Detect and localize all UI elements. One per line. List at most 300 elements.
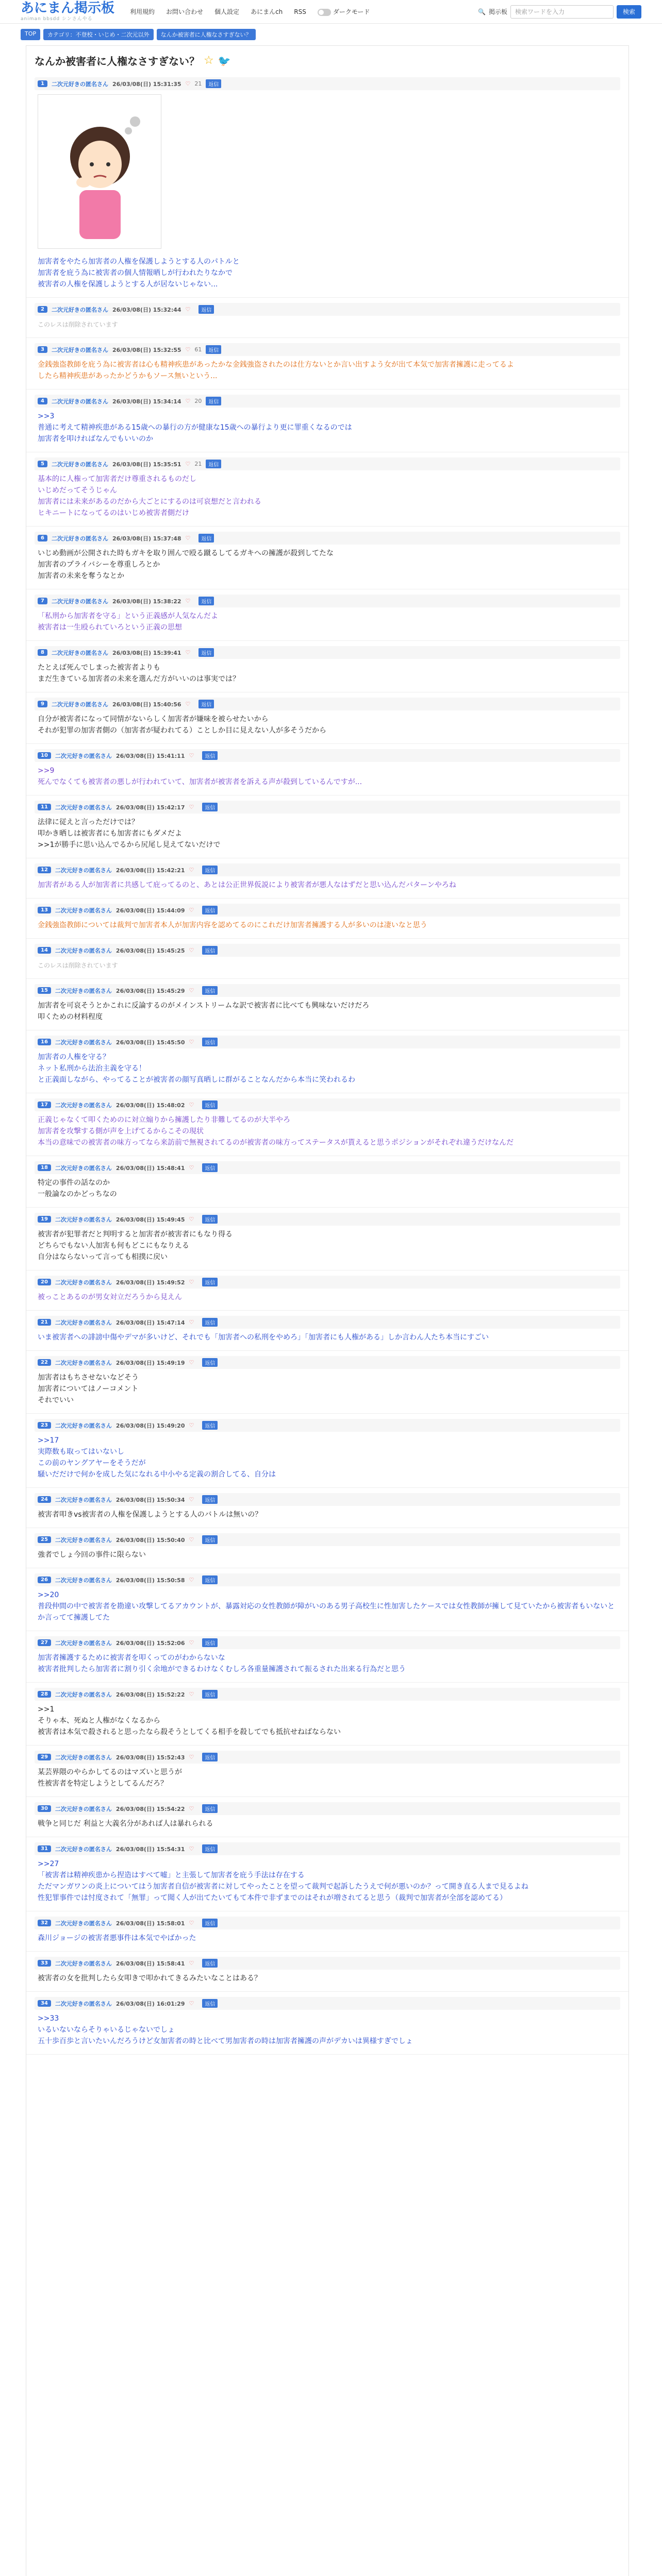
post-date: 26/03/08(日) 15:42:21 — [115, 867, 185, 874]
post-meta — [35, 984, 620, 997]
post-date: 26/03/08(日) 15:50:58 — [115, 1577, 185, 1584]
post-body — [35, 1970, 620, 1985]
post-meta — [35, 801, 620, 814]
heart-icon[interactable]: ♡ — [185, 461, 191, 467]
heart-icon[interactable]: ♡ — [185, 306, 191, 313]
post — [26, 1093, 628, 1156]
breadcrumb-top[interactable]: TOP — [21, 29, 40, 40]
post-meta — [35, 1493, 620, 1506]
like-count: 61 — [194, 346, 202, 353]
post — [26, 527, 628, 589]
post-body — [35, 1764, 620, 1790]
post — [26, 72, 628, 298]
post-meta — [35, 1419, 620, 1432]
poster-name: 二次元好きの匿名さん — [55, 1577, 112, 1584]
post — [26, 939, 628, 979]
poster-name: 二次元好きの匿名さん — [55, 1639, 112, 1647]
poster-name: 二次元好きの匿名さん — [55, 1319, 112, 1326]
poster-name: 二次元好きの匿名さん — [51, 306, 108, 313]
post-meta — [35, 1356, 620, 1369]
heart-icon[interactable]: ♡ — [189, 1319, 194, 1326]
nav-animanch[interactable]: あにまんch — [251, 8, 283, 15]
post-date: 26/03/08(日) 15:40:56 — [112, 701, 181, 708]
post-line[interactable]: >>17 — [38, 1436, 59, 1445]
post-body — [35, 1048, 620, 1087]
reply-button[interactable]: 返信 — [202, 1495, 218, 1504]
heart-icon[interactable]: ♡ — [185, 535, 191, 541]
poster-name: 二次元好きの匿名さん — [55, 1536, 112, 1544]
post — [26, 1311, 628, 1351]
post — [26, 452, 628, 527]
post-line: 正義じゃなくて叩くためのに対立煽りから擁護したり非難してるのが大半やろ — [38, 1116, 290, 1124]
post-date: 26/03/08(日) 16:01:29 — [115, 2000, 185, 2007]
post-body — [35, 997, 620, 1024]
breadcrumb-thread[interactable]: なんか被害者に人権なさすぎない？ — [157, 29, 256, 40]
post-number[interactable]: 30 — [38, 1805, 51, 1812]
post-line: 一般論なのかどっちなの — [38, 1190, 117, 1198]
post-number[interactable]: 25 — [38, 1536, 51, 1543]
post-body — [35, 659, 620, 686]
heart-icon[interactable]: ♡ — [189, 947, 194, 954]
post-number[interactable]: 8 — [38, 649, 47, 656]
post-meta — [35, 1316, 620, 1329]
poster-name: 二次元好きの匿名さん — [51, 461, 108, 468]
reply-button[interactable]: 返信 — [202, 946, 218, 955]
reply-button[interactable]: 返信 — [202, 906, 218, 914]
post — [26, 1528, 628, 1568]
post — [26, 795, 628, 858]
heart-icon[interactable]: ♡ — [189, 1754, 194, 1760]
poster-name: 二次元好きの匿名さん — [55, 1496, 112, 1503]
post-date: 26/03/08(日) 15:49:45 — [115, 1216, 185, 1223]
post-line: 加害者を叩ければなんでもいいのか — [38, 435, 153, 443]
post-number[interactable]: 5 — [38, 461, 47, 467]
poster-name: 二次元好きの匿名さん — [51, 398, 108, 405]
reply-button[interactable]: 返信 — [202, 803, 218, 811]
post-list — [26, 72, 628, 2055]
post-line: このレスは削除されています — [38, 321, 118, 328]
post-line: 某芸界隈のやらかしてるのはマズいと思うが — [38, 1768, 182, 1776]
post-line: 法律に従えと言っただけでは？ — [38, 818, 139, 826]
post-meta — [35, 1276, 620, 1289]
post-line: 「被害者は精神疾患から捏造はすべて嘘」と主張して加害者を庇う手法は存在する — [38, 1871, 305, 1879]
poster-name: 二次元好きの匿名さん — [51, 598, 108, 605]
heart-icon[interactable]: ♡ — [189, 1577, 194, 1583]
reply-button[interactable]: 返信 — [202, 1535, 218, 1544]
post-number[interactable]: 2 — [38, 306, 47, 313]
post-meta — [35, 457, 620, 470]
post-line: 強者でしょ今回の事件に限らない — [38, 1551, 146, 1559]
post — [26, 1631, 628, 1683]
post-date: 26/03/08(日) 15:39:41 — [112, 649, 181, 656]
heart-icon[interactable]: ♡ — [189, 1101, 194, 1108]
post-line[interactable]: >>27 — [38, 1860, 59, 1868]
heart-icon[interactable]: ♡ — [185, 701, 191, 707]
reply-button[interactable]: 返信 — [202, 1638, 218, 1647]
post-number[interactable]: 29 — [38, 1754, 51, 1760]
post-line: 加害者をやたら加害者の人権を保護しようとする人のパトルと — [38, 258, 240, 266]
post-line: どちらでもない人加害も何もどこにもなりえる — [38, 1242, 189, 1250]
post-line: 加害者を可哀そうとかこれに反論するのがメインストリームな訳で被害者に比べても興味ないだけだろ — [38, 1002, 370, 1010]
reply-button[interactable]: 返信 — [202, 986, 218, 995]
post-line: いじめ動画が公開された時もガキを取り囲んで殴る蹴るしてるガキへの擁護が殺到してたな — [38, 549, 334, 557]
reply-button[interactable]: 返信 — [202, 866, 218, 874]
post-body — [35, 1506, 620, 1521]
search-button[interactable]: 検索 — [617, 5, 641, 19]
post-meta — [35, 595, 620, 607]
post-meta — [35, 343, 620, 356]
reply-button[interactable]: 返信 — [202, 1753, 218, 1761]
post-number[interactable]: 34 — [38, 2000, 51, 2007]
post-meta — [35, 303, 620, 316]
post-line: 実際数も取ってはいないし — [38, 1448, 124, 1456]
reply-button[interactable]: 返信 — [202, 1844, 218, 1853]
post — [26, 1745, 628, 1797]
post-number[interactable]: 24 — [38, 1496, 51, 1503]
post-number[interactable]: 22 — [38, 1359, 51, 1366]
post-number[interactable]: 11 — [38, 804, 51, 810]
post-meta — [35, 698, 620, 710]
post-line: 被害者叩きvs被害者の人権を保護しようとする人のバトルは無いの？ — [38, 1511, 262, 1519]
poster-name: 二次元好きの匿名さん — [55, 1754, 112, 1761]
thread-header — [26, 46, 628, 72]
post-number[interactable]: 32 — [38, 1920, 51, 1926]
post-line: 戦争と同じだ 利益と大義名分があれば人は暴れられる — [38, 1820, 213, 1828]
dark-mode-toggle[interactable] — [318, 7, 370, 16]
post — [26, 338, 628, 389]
reply-button[interactable]: 返信 — [198, 597, 214, 605]
like-count: 21 — [194, 461, 202, 467]
post — [26, 1208, 628, 1270]
post — [26, 899, 628, 939]
post-meta — [35, 944, 620, 957]
worried-girl-illustration-icon — [38, 95, 162, 249]
poster-name: 二次元好きの匿名さん — [55, 1101, 112, 1109]
post-number[interactable]: 9 — [38, 701, 47, 707]
post-date: 26/03/08(日) 15:45:25 — [115, 947, 185, 954]
reply-button[interactable]: 返信 — [202, 1575, 218, 1584]
post-meta — [35, 532, 620, 545]
post-number[interactable]: 10 — [38, 752, 51, 759]
post-meta — [35, 904, 620, 917]
post-line: いるいないならそりゃいるじゃないでしょ — [38, 2026, 175, 2034]
heart-icon[interactable]: ♡ — [189, 1359, 194, 1366]
heart-icon[interactable]: ♡ — [189, 1960, 194, 1967]
reply-button[interactable]: 返信 — [202, 1999, 218, 2008]
post-line: 被害者は一生殴られていろという正義の思想 — [38, 623, 182, 632]
reply-button[interactable]: 返信 — [202, 1358, 218, 1367]
post-body — [35, 607, 620, 634]
post-line: 特定の事件の話なのか — [38, 1179, 110, 1187]
breadcrumb — [0, 24, 662, 45]
post-number[interactable]: 20 — [38, 1279, 51, 1285]
post-body — [35, 1329, 620, 1344]
post-body — [35, 356, 620, 383]
post-body — [35, 1432, 620, 1481]
post-date: 26/03/08(日) 15:42:17 — [115, 804, 185, 811]
post-line[interactable]: >>1が勝手に思い込んでるから尻尾し見えてないだけで — [38, 841, 221, 849]
post-meta — [35, 1533, 620, 1546]
post-number[interactable]: 33 — [38, 1960, 51, 1967]
post-number[interactable]: 4 — [38, 398, 47, 404]
poster-name: 二次元好きの匿名さん — [55, 1691, 112, 1698]
reply-button[interactable]: 返信 — [202, 751, 218, 760]
post-body — [35, 1546, 620, 1562]
heart-icon[interactable]: ♡ — [189, 1536, 194, 1543]
heart-icon[interactable]: ♡ — [189, 1039, 194, 1045]
nav-contact[interactable]: お問い合わせ — [166, 8, 204, 15]
post-line: このレスは削除されています — [38, 962, 118, 969]
heart-icon[interactable]: ♡ — [189, 1279, 194, 1285]
poster-name: 二次元好きの匿名さん — [55, 987, 112, 994]
post-number[interactable]: 28 — [38, 1691, 51, 1698]
post-body — [35, 1929, 620, 1945]
post-meta — [35, 1098, 620, 1111]
post — [26, 1797, 628, 1837]
heart-icon[interactable]: ♡ — [189, 804, 194, 810]
heart-icon[interactable]: ♡ — [189, 1639, 194, 1646]
reply-button[interactable]: 返信 — [202, 1690, 218, 1699]
post — [26, 692, 628, 744]
post-line: まだ生きている加害者の未来を選んだ方がいいのは事実では？ — [38, 675, 240, 683]
post — [26, 298, 628, 338]
post-line: 加害者を攻撃する側が声を上げてるからこその現状 — [38, 1127, 204, 1136]
reply-button[interactable]: 返信 — [202, 1919, 218, 1927]
post — [26, 1030, 628, 1093]
post-date: 26/03/08(日) 15:54:22 — [115, 1805, 185, 1812]
post-date: 26/03/08(日) 15:35:51 — [112, 461, 181, 468]
heart-icon[interactable]: ♡ — [189, 1805, 194, 1812]
reply-button[interactable]: 返信 — [206, 79, 221, 88]
twitter-share-icon[interactable]: 🐦 — [218, 54, 231, 67]
post-line: 被害者は本気で殺されると思ったなら殺そうとしてくる相手を殺してでも抵抗せねばならない — [38, 1728, 341, 1736]
reply-button[interactable]: 返信 — [198, 700, 214, 708]
post-line: 加害者の人権を守る？ — [38, 1053, 110, 1061]
post-number[interactable]: 27 — [38, 1639, 51, 1646]
poster-name: 二次元好きの匿名さん — [55, 1805, 112, 1812]
post-line: 加害者はもちさせないなどそう — [38, 1374, 139, 1382]
post-meta — [35, 1997, 620, 2010]
post-date: 26/03/08(日) 15:50:40 — [115, 1536, 185, 1544]
post-line: そりゃ本、死ぬと人権がなくなるから — [38, 1717, 160, 1725]
reply-button[interactable]: 返信 — [202, 1318, 218, 1327]
post-line: たとえば死んでしまった被害者よりも — [38, 664, 160, 672]
post-body — [35, 2010, 620, 2048]
post-line[interactable]: >>1 — [38, 1705, 55, 1714]
search-scope-label[interactable]: 掲示板 — [488, 8, 507, 15]
post — [26, 389, 628, 452]
heart-icon[interactable]: ♡ — [189, 2000, 194, 2007]
post-line: 騒いだだけで何かを成した気になれる中小やる定義の割合してる、自分は — [38, 1470, 276, 1479]
post-line: 被害者の女を批判したら女叩きで叩かれてきるみたいなことはある？ — [38, 1974, 261, 1982]
post-number[interactable]: 31 — [38, 1845, 51, 1852]
post — [26, 1952, 628, 1992]
reply-button[interactable]: 返信 — [206, 345, 221, 354]
post-meta — [35, 1917, 620, 1929]
post-number[interactable]: 17 — [38, 1101, 51, 1108]
post-body — [35, 408, 620, 446]
post-body — [35, 1701, 620, 1739]
heart-icon[interactable]: ♡ — [189, 907, 194, 913]
post-line: 自分はならないって言っても相撲に戻い — [38, 1253, 168, 1261]
post-body — [35, 545, 620, 583]
post-meta — [35, 1957, 620, 1970]
heart-icon[interactable]: ♡ — [189, 1422, 194, 1429]
site-logo[interactable] — [21, 2, 114, 22]
header-nav — [130, 7, 370, 16]
post-number[interactable]: 1 — [38, 80, 47, 87]
heart-icon[interactable]: ♡ — [189, 1845, 194, 1852]
post-date: 26/03/08(日) 15:47:14 — [115, 1319, 185, 1326]
reply-button[interactable]: 返信 — [206, 460, 221, 468]
post — [26, 1270, 628, 1311]
post-number[interactable]: 18 — [38, 1164, 51, 1171]
poster-name: 二次元好きの匿名さん — [55, 1279, 112, 1286]
post-line[interactable]: >>9 — [38, 767, 55, 775]
reply-button[interactable]: 返信 — [202, 1959, 218, 1968]
post-number[interactable]: 21 — [38, 1319, 51, 1326]
post-number[interactable]: 3 — [38, 346, 47, 353]
post-date: 26/03/08(日) 15:48:41 — [115, 1164, 185, 1172]
post-number[interactable]: 14 — [38, 947, 51, 954]
post-date: 26/03/08(日) 15:48:02 — [115, 1101, 185, 1109]
post-body — [35, 316, 620, 331]
post-line: 被害者批判したら加害者に割り引く余地ができるわけなくむしろ各重量擁護されて振るされた出来る行為だと思う — [38, 1665, 406, 1673]
breadcrumb-category[interactable]: カテゴリ：不登校・いじめ・二次元以外 — [43, 29, 154, 40]
nav-terms[interactable]: 利用規約 — [130, 8, 155, 15]
heart-icon[interactable]: ♡ — [189, 1216, 194, 1223]
heart-icon[interactable]: ♡ — [189, 1164, 194, 1171]
post-date: 26/03/08(日) 15:52:06 — [115, 1639, 185, 1647]
post-line[interactable]: >>33 — [38, 2014, 59, 2023]
nav-settings[interactable]: 個人設定 — [214, 8, 240, 15]
poster-name: 二次元好きの匿名さん — [55, 1845, 112, 1853]
heart-icon[interactable]: ♡ — [189, 987, 194, 994]
heart-icon[interactable]: ♡ — [185, 346, 191, 353]
reply-button[interactable]: 返信 — [202, 1038, 218, 1046]
heart-icon[interactable]: ♡ — [189, 1920, 194, 1926]
heart-icon[interactable]: ♡ — [185, 80, 191, 87]
post-body — [35, 814, 620, 852]
post-number[interactable]: 15 — [38, 987, 51, 994]
reply-button[interactable]: 返信 — [202, 1278, 218, 1286]
post-line: 加害者擁護するために被害者を叩くってのがわからないな — [38, 1654, 225, 1662]
post-date: 26/03/08(日) 15:50:34 — [115, 1496, 185, 1503]
search-input[interactable]: 検索ワードを入力 — [510, 5, 614, 19]
post — [26, 1683, 628, 1745]
heart-icon[interactable]: ♡ — [189, 752, 194, 759]
poster-name: 二次元好きの匿名さん — [55, 2000, 112, 2007]
post-body — [35, 957, 620, 972]
post-line: 叩くための材料程度 — [38, 1013, 103, 1021]
heart-icon[interactable]: ♡ — [189, 867, 194, 873]
post-number[interactable]: 6 — [38, 535, 47, 541]
post-body — [35, 1369, 620, 1407]
poster-name: 二次元好きの匿名さん — [55, 867, 112, 874]
poster-name: 二次元好きの匿名さん — [51, 535, 108, 542]
nav-rss[interactable]: RSS — [294, 8, 306, 15]
post-line: 叩かき晒しは被害者にも加害者にもダメだよ — [38, 829, 182, 838]
poster-name: 二次元好きの匿名さん — [55, 1216, 112, 1223]
post — [26, 1488, 628, 1528]
poster-name: 二次元好きの匿名さん — [55, 1039, 112, 1046]
post-line: 金銭強盗教師については裁判で加害者本人が加害内容を認めてるのにこれだけ加害者擁護する人が多いのは凄いなと思う — [38, 921, 427, 929]
post-date: 26/03/08(日) 15:58:41 — [115, 1960, 185, 1967]
reply-button[interactable]: 返信 — [202, 1215, 218, 1224]
post-body — [35, 1111, 620, 1149]
post-number[interactable]: 13 — [38, 907, 51, 913]
reply-button[interactable]: 返信 — [198, 305, 214, 314]
post-date: 26/03/08(日) 15:41:11 — [115, 752, 185, 759]
post-number[interactable]: 26 — [38, 1577, 51, 1583]
reply-button[interactable]: 返信 — [206, 397, 221, 405]
post-body — [35, 1815, 620, 1831]
post-line: 普段仲間の中で被害者を勘違い攻撃してるアカウントが、暴露対応の女性教師が障がいのある男子高校生に性加害したケースでは女性教師が擁して見ていたから被害者もいないとか言ってて擁護してた — [38, 1602, 615, 1622]
post-number[interactable]: 19 — [38, 1216, 51, 1223]
post-date: 26/03/08(日) 15:52:22 — [115, 1691, 185, 1698]
post-meta — [35, 1688, 620, 1701]
search-icon: 🔍 — [478, 8, 486, 15]
post-number[interactable]: 7 — [38, 598, 47, 604]
post — [26, 1992, 628, 2055]
heart-icon[interactable]: ♡ — [185, 398, 191, 404]
post-line: それが犯罪の加害者側の（加害者が疑われてる）ことしか目に見えない人が多そうだから — [38, 726, 326, 735]
post-meta — [35, 1842, 620, 1855]
post-line: 被っことあるのが男女対立だろうから見えん — [38, 1293, 182, 1301]
heart-icon[interactable]: ♡ — [185, 598, 191, 604]
reply-button[interactable]: 返信 — [202, 1804, 218, 1813]
post-number[interactable]: 23 — [38, 1422, 51, 1429]
post-line[interactable]: >>20 — [38, 1591, 59, 1599]
heart-icon[interactable]: ♡ — [185, 649, 191, 656]
post-meta — [35, 1573, 620, 1586]
post-illustration[interactable] — [38, 94, 161, 249]
post-line: 性被害者を特定しようとしてるんだろ？ — [38, 1780, 168, 1788]
post-body — [35, 917, 620, 932]
post-meta — [35, 395, 620, 408]
post-number[interactable]: 16 — [38, 1039, 51, 1045]
like-count: 20 — [194, 398, 202, 404]
post-line: 五十歩百歩と言いたいんだろうけど女加害者の時と比べて男加害者の時は加害者擁護の声がデカいは異様すぎでしょ — [38, 2037, 413, 2045]
post-line: と正義面しながら、やってることが被害者の顔写真晒しに群がることなんだから本当に笑われるわ — [38, 1076, 355, 1084]
heart-icon[interactable]: ♡ — [189, 1691, 194, 1698]
reply-button[interactable]: 返信 — [202, 1100, 218, 1109]
post — [26, 589, 628, 641]
post-date: 26/03/08(日) 15:52:43 — [115, 1754, 185, 1761]
reply-button[interactable]: 返信 — [198, 648, 214, 657]
poster-name: 二次元好きの匿名さん — [55, 804, 112, 811]
post-meta — [35, 1636, 620, 1649]
like-count: 21 — [194, 80, 202, 87]
post-line: いじめだってそうじゃん — [38, 486, 117, 495]
post-body — [35, 1855, 620, 1905]
post-body — [35, 1649, 620, 1676]
poster-name: 二次元好きの匿名さん — [51, 346, 108, 353]
logo-text: あにまん掲示板 — [21, 1, 115, 16]
poster-name: 二次元好きの匿名さん — [55, 1920, 112, 1927]
reply-button[interactable]: 返信 — [198, 534, 214, 543]
post-line: 基本的に人権って加害者だけ尊重されるものだし — [38, 475, 196, 483]
post-number[interactable]: 12 — [38, 867, 51, 873]
heart-icon[interactable]: ♡ — [189, 1496, 194, 1503]
reply-button[interactable]: 返信 — [202, 1421, 218, 1430]
thread-container — [26, 45, 629, 2576]
star-icon[interactable]: ☆ — [204, 54, 214, 67]
post-date: 26/03/08(日) 15:45:50 — [115, 1039, 185, 1046]
post-line[interactable]: >>3 — [38, 412, 55, 420]
reply-button[interactable]: 返信 — [202, 1163, 218, 1172]
page-title: なんか被害者に人権なさすぎない？ — [35, 55, 200, 67]
